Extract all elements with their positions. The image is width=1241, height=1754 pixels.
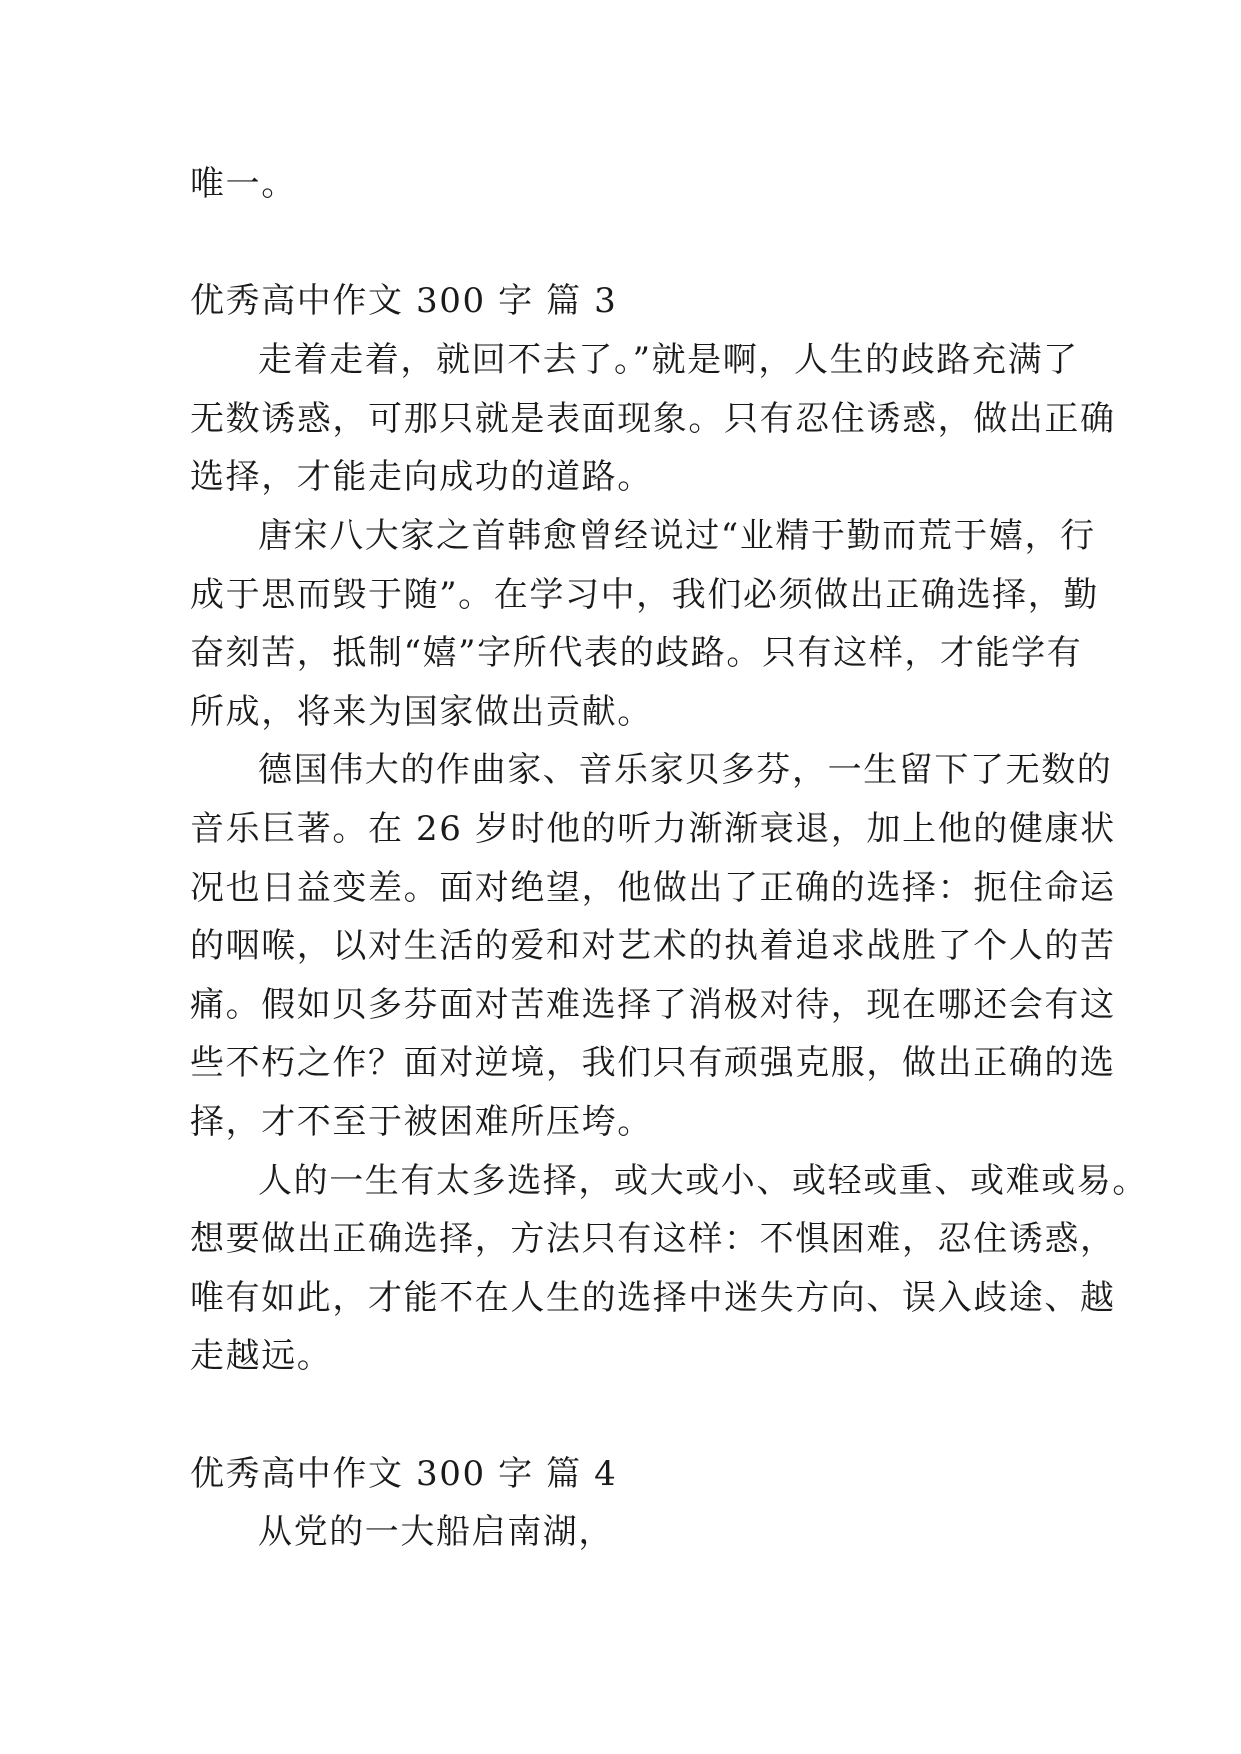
paragraph-line: 想要做出正确选择，方法只有这样：不惧困难，忍住诱惑，: [190, 1219, 1116, 1259]
paragraph-line: 唯一。: [190, 164, 297, 204]
paragraph-line: 唯有如此，才能不在人生的选择中迷失方向、误入歧途、越: [190, 1278, 1116, 1318]
section-heading: 优秀高中作文 300 字 篇 3: [190, 281, 618, 321]
paragraph-line: 痛。假如贝多芬面对苦难选择了消极对待，现在哪还会有这: [190, 985, 1116, 1025]
paragraph-line: 的咽喉，以对生活的爱和对艺术的执着追求战胜了个人的苦: [190, 926, 1116, 966]
paragraph-line: 成于思而毁于随”。在学习中，我们必须做出正确选择，勤: [190, 575, 1099, 615]
paragraph-line: 奋刻苦，抵制“嬉”字所代表的歧路。只有这样，才能学有: [190, 633, 1083, 673]
paragraph-line: 些不朽之作？面对逆境，我们只有顽强克服，做出正确的选: [190, 1043, 1116, 1083]
paragraph-line: 况也日益变差。面对绝望，他做出了正确的选择：扼住命运: [190, 868, 1116, 908]
paragraph-line: 择，才不至于被困难所压垮。: [190, 1102, 653, 1142]
paragraph-line: 走越远。: [190, 1336, 333, 1376]
paragraph-line: 选择，才能走向成功的道路。: [190, 457, 653, 497]
section-heading: 优秀高中作文 300 字 篇 4: [190, 1454, 618, 1494]
paragraph-line: 无数诱惑，可那只就是表面现象。只有忍住诱惑，做出正确: [190, 399, 1116, 439]
paragraph-line: 德国伟大的作曲家、音乐家贝多芬，一生留下了无数的: [258, 750, 1113, 790]
paragraph-line: 音乐巨著。在 26 岁时他的听力渐渐衰退，加上他的健康状: [190, 809, 1116, 849]
paragraph-line: 所成，将来为国家做出贡献。: [190, 692, 653, 732]
paragraph-line: 唐宋八大家之首韩愈曾经说过“业精于勤而荒于嬉，行: [258, 516, 1096, 556]
paragraph-line: 人的一生有太多选择，或大或小、或轻或重、或难或易。: [258, 1161, 1148, 1201]
paragraph-line: 从党的一大船启南湖，: [258, 1512, 614, 1552]
paragraph-line: 走着走着，就回不去了。”就是啊，人生的歧路充满了: [258, 340, 1079, 380]
